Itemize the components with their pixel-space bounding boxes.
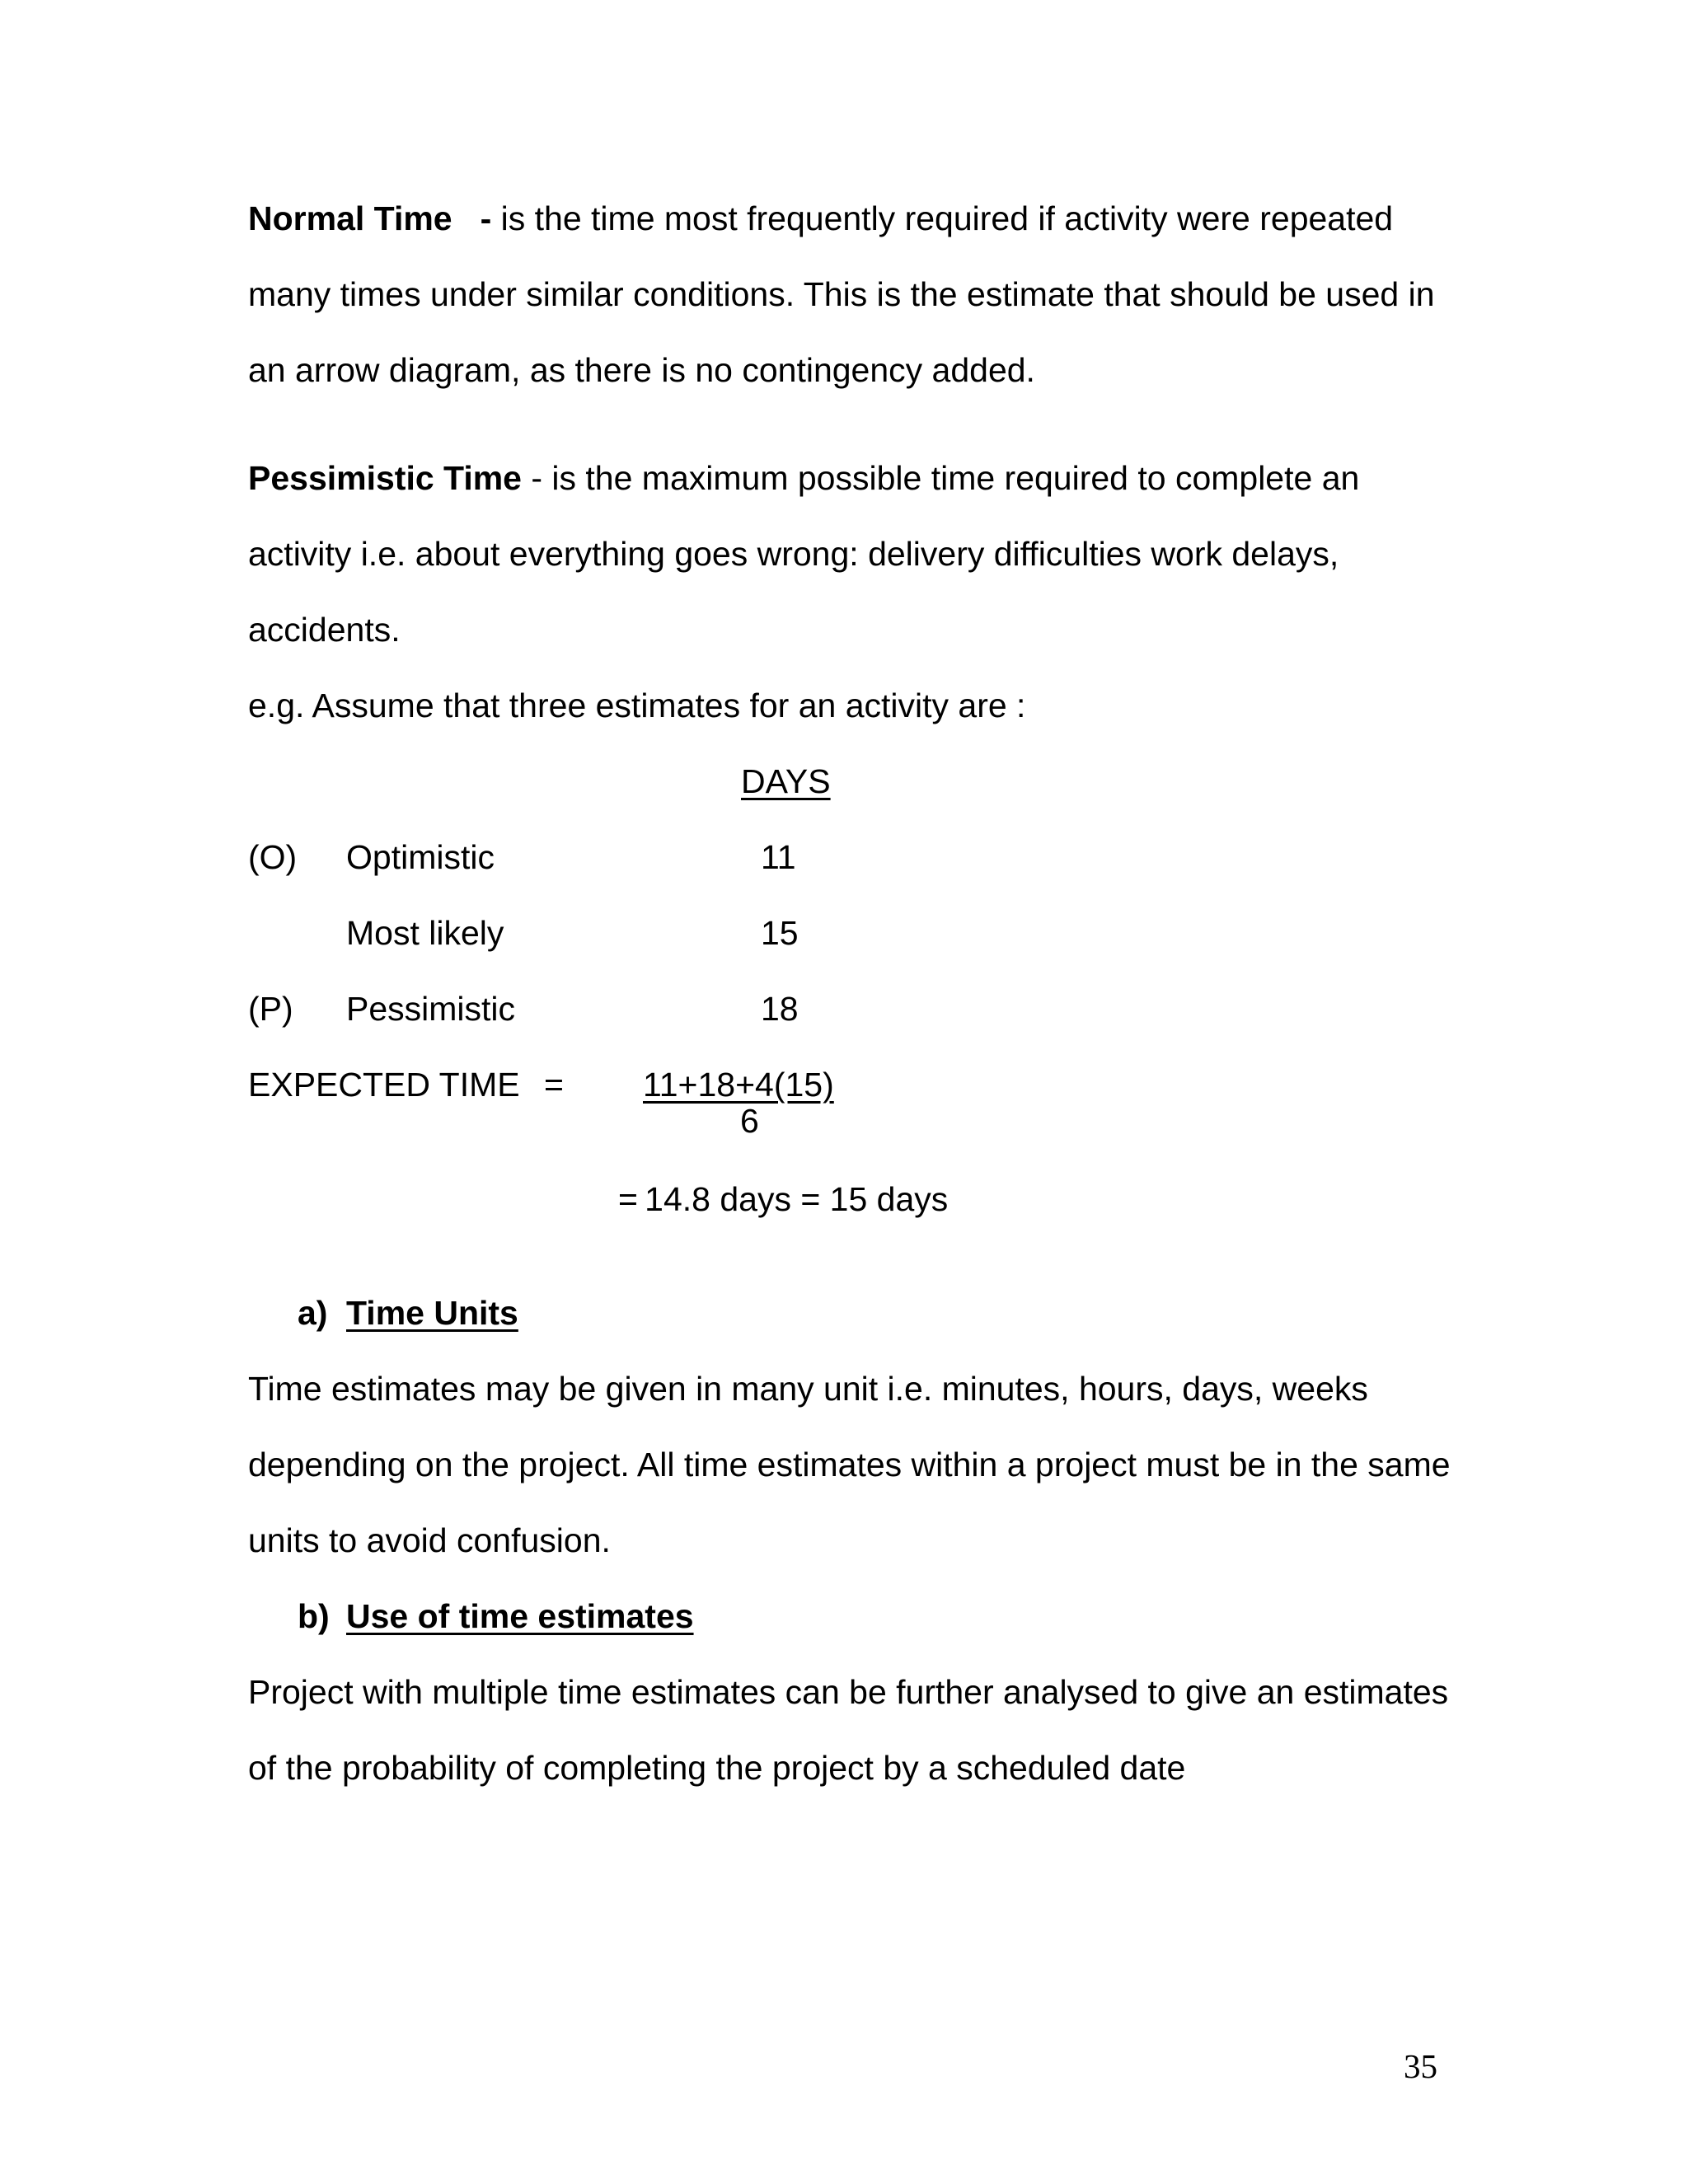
section-a-marker: a) xyxy=(298,1294,328,1332)
row-pessimistic-days: 18 xyxy=(761,990,799,1028)
normal-time-line-3: an arrow diagram, as there is no contingency added. xyxy=(248,351,1035,389)
section-b-line-1: Project with multiple time estimates can be further analysed to give an estimates xyxy=(248,1673,1449,1711)
section-b-marker: b) xyxy=(298,1597,330,1635)
normal-time-text-1: is the time most frequently required if activity were repeated xyxy=(491,199,1394,237)
days-header: DAYS xyxy=(741,762,831,800)
section-a-line-1: Time estimates may be given in many unit i.e. minutes, hours, days, weeks xyxy=(248,1370,1368,1408)
section-b-line-2: of the probability of completing the project by a scheduled date xyxy=(248,1749,1186,1787)
normal-time-dash: - xyxy=(480,199,492,237)
section-a-line-2: depending on the project. All time estimates within a project must be in the same xyxy=(248,1446,1451,1483)
expected-time-label: EXPECTED TIME xyxy=(248,1066,520,1104)
pessimistic-time-line-3: accidents. xyxy=(248,611,401,649)
pessimistic-time-line-1 xyxy=(248,459,1360,497)
formula-numerator: 11+18+4(15) xyxy=(643,1066,834,1104)
row-optimistic-code: (O) xyxy=(248,838,298,876)
row-optimistic-label: Optimistic xyxy=(346,838,495,876)
normal-time-line-2: many times under similar conditions. This is the estimate that should be used in xyxy=(248,275,1435,313)
expected-time-result: = 14.8 days = 15 days xyxy=(618,1180,949,1218)
page-number: 35 xyxy=(1404,2047,1437,2085)
pessimistic-time-line-2: activity i.e. about everything goes wrong: delivery difficulties work delays, xyxy=(248,535,1339,573)
section-b-heading: Use of time estimates xyxy=(346,1597,694,1635)
formula-denominator: 6 xyxy=(740,1102,759,1140)
row-pessimistic-label: Pessimistic xyxy=(346,990,516,1028)
normal-time-term: Normal Time xyxy=(248,199,452,237)
section-a-heading: Time Units xyxy=(346,1294,518,1332)
pessimistic-time-text-1: - is the maximum possible time required to complete an xyxy=(521,459,1360,497)
row-most-likely-label: Most likely xyxy=(346,914,504,952)
pessimistic-time-term: Pessimistic Time xyxy=(248,459,522,497)
row-most-likely-days: 15 xyxy=(761,914,799,952)
normal-time-line-1 xyxy=(248,199,1394,237)
example-intro: e.g. Assume that three estimates for an activity are : xyxy=(248,687,1026,724)
row-pessimistic-code: (P) xyxy=(248,990,293,1028)
row-optimistic-days: 11 xyxy=(761,838,796,876)
expected-time-equals: = xyxy=(544,1066,564,1104)
section-a-line-3: units to avoid confusion. xyxy=(248,1521,611,1559)
